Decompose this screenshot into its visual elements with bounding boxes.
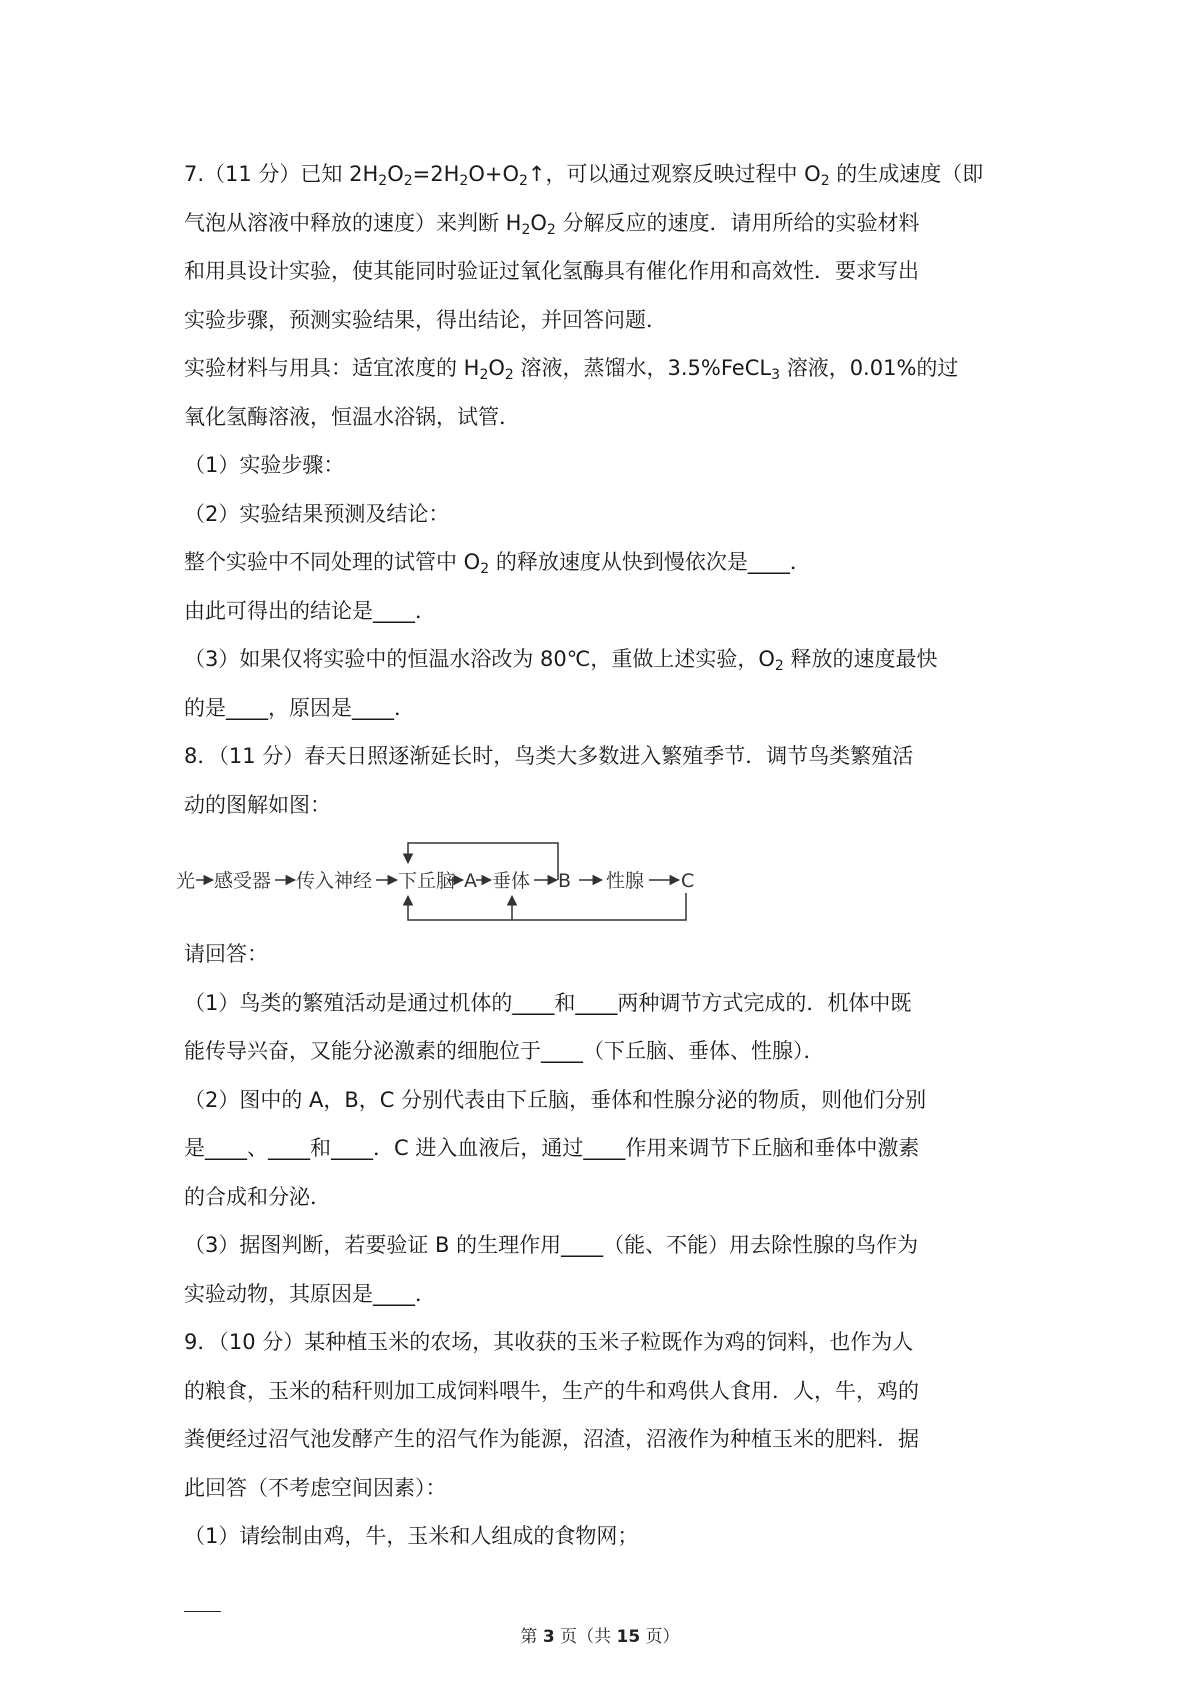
total-page-count: 15 <box>616 1627 641 1647</box>
q9-stem-2: 的粮食，玉米的秸秆则加工成饲料喂牛，生产的牛和鸡供人食用．人，牛，鸡的 <box>184 1378 919 1403</box>
q7-part-2-a: 整个实验中不同处理的试管中 $O_2$ 的释放速度从快到慢依次是____． <box>184 550 811 577</box>
q7-line-2: 气泡从溶液中释放的速度）来判断 $H_2O_2$ 分解反应的速度．请用所给的实验材料 <box>184 210 920 238</box>
feedback-c-loop <box>408 893 686 920</box>
node-hypothalamus: 下丘脑 <box>398 870 456 892</box>
regulation-diagram <box>174 833 1034 928</box>
q8-part-3: （3）据图判断，若要验证 B 的生理作用____（能、不能）用去除性腺的鸟作为 <box>184 1233 919 1257</box>
q9-stem-3: 粪便经过沼气池发酵产生的沼气作为能源，沼渣，沼液作为种植玉米的肥料．据 <box>184 1427 919 1451</box>
q7-part-3: （3）如果仅将实验中的恒温水浴改为 80℃，重做上述实验，$O_2$ 释放的速度最快 <box>184 647 938 674</box>
q9-stem-1: 9．（10 分）某种植玉米的农场，其收获的玉米子粒既作为鸡的饲料，也作为人 <box>184 1330 914 1354</box>
q8-part-3-cont: 实验动物，其原因是____． <box>184 1281 436 1306</box>
q8-part-2-cont: 是____、____和____．C 进入血液后，通过____作用来调节下丘脑和垂体中激素 <box>184 1136 920 1160</box>
page-footer: 第 3 页（共 15 页） <box>520 1627 680 1647</box>
node-gonad: 性腺 <box>606 870 645 892</box>
q7-line-3: 和用具设计实验，使其能同时验证过氧化氢酶具有催化作用和高效性．要求写出 <box>184 259 919 283</box>
answer-blank-line <box>184 1611 221 1612</box>
q7-part-3-cont: 的是____，原因是____． <box>184 695 415 720</box>
node-a: A <box>464 870 477 892</box>
q7-part-1: （1）实验步骤： <box>184 453 345 477</box>
page-content <box>176 150 1034 1561</box>
q8-part-2: （2）图中的 A，B，C 分别代表由下丘脑，垂体和性腺分泌的物质，则他们分别 <box>184 1087 927 1112</box>
q7-part-2: （2）实验结果预测及结论： <box>184 501 450 526</box>
q7-part-2-b: 由此可得出的结论是____． <box>184 598 436 623</box>
q9-part-1: （1）请绘制由鸡，牛，玉米和人组成的食物网； <box>184 1524 639 1548</box>
q8-stem-2: 动的图解如图： <box>184 792 331 817</box>
q7-line-4: 实验步骤，预测实验结果，得出结论，并回答问题． <box>184 307 667 332</box>
q8-part-1: （1）鸟类的繁殖活动是通过机体的____和____两种调节方式完成的．机体中既 <box>184 990 912 1015</box>
regulation-diagram-svg <box>174 833 694 928</box>
q8-part-1-cont: 能传导兴奋，又能分泌激素的细胞位于____（下丘脑、垂体、性腺）． <box>184 1039 825 1063</box>
q8-stem-1: 8．（11 分）春天日照逐渐延长时，鸟类大多数进入繁殖季节．调节鸟类繁殖活 <box>184 744 914 768</box>
q7-materials: 实验材料与用具：适宜浓度的 $H_2O_2$ 溶液，蒸馏水，3.5%FeCL$_3$ 溶液，0.01%的过 <box>184 356 959 383</box>
q8-part-2-end: 的合成和分泌． <box>184 1184 331 1209</box>
q7-line-1: 7.（11 分）已知 $2H_2O_2=2H_2O+O_2↑$，可以通过观察反映过程中 $O_2$ 的生成速度（即 <box>184 162 984 189</box>
current-page-number: 3 <box>542 1627 555 1647</box>
node-light: 光 <box>176 870 196 892</box>
q8-please-answer: 请回答： <box>184 942 268 966</box>
node-pituitary: 垂体 <box>492 870 531 892</box>
q7-materials-cont: 氧化氢酶溶液，恒温水浴锅，试管． <box>184 404 520 429</box>
q9-stem-4: 此回答（不考虑空间因素）： <box>184 1475 447 1500</box>
node-receptor: 感受器 <box>214 870 272 892</box>
node-afferent-nerve: 传入神经 <box>296 870 373 892</box>
node-b: B <box>558 870 572 892</box>
node-c: C <box>681 870 694 892</box>
